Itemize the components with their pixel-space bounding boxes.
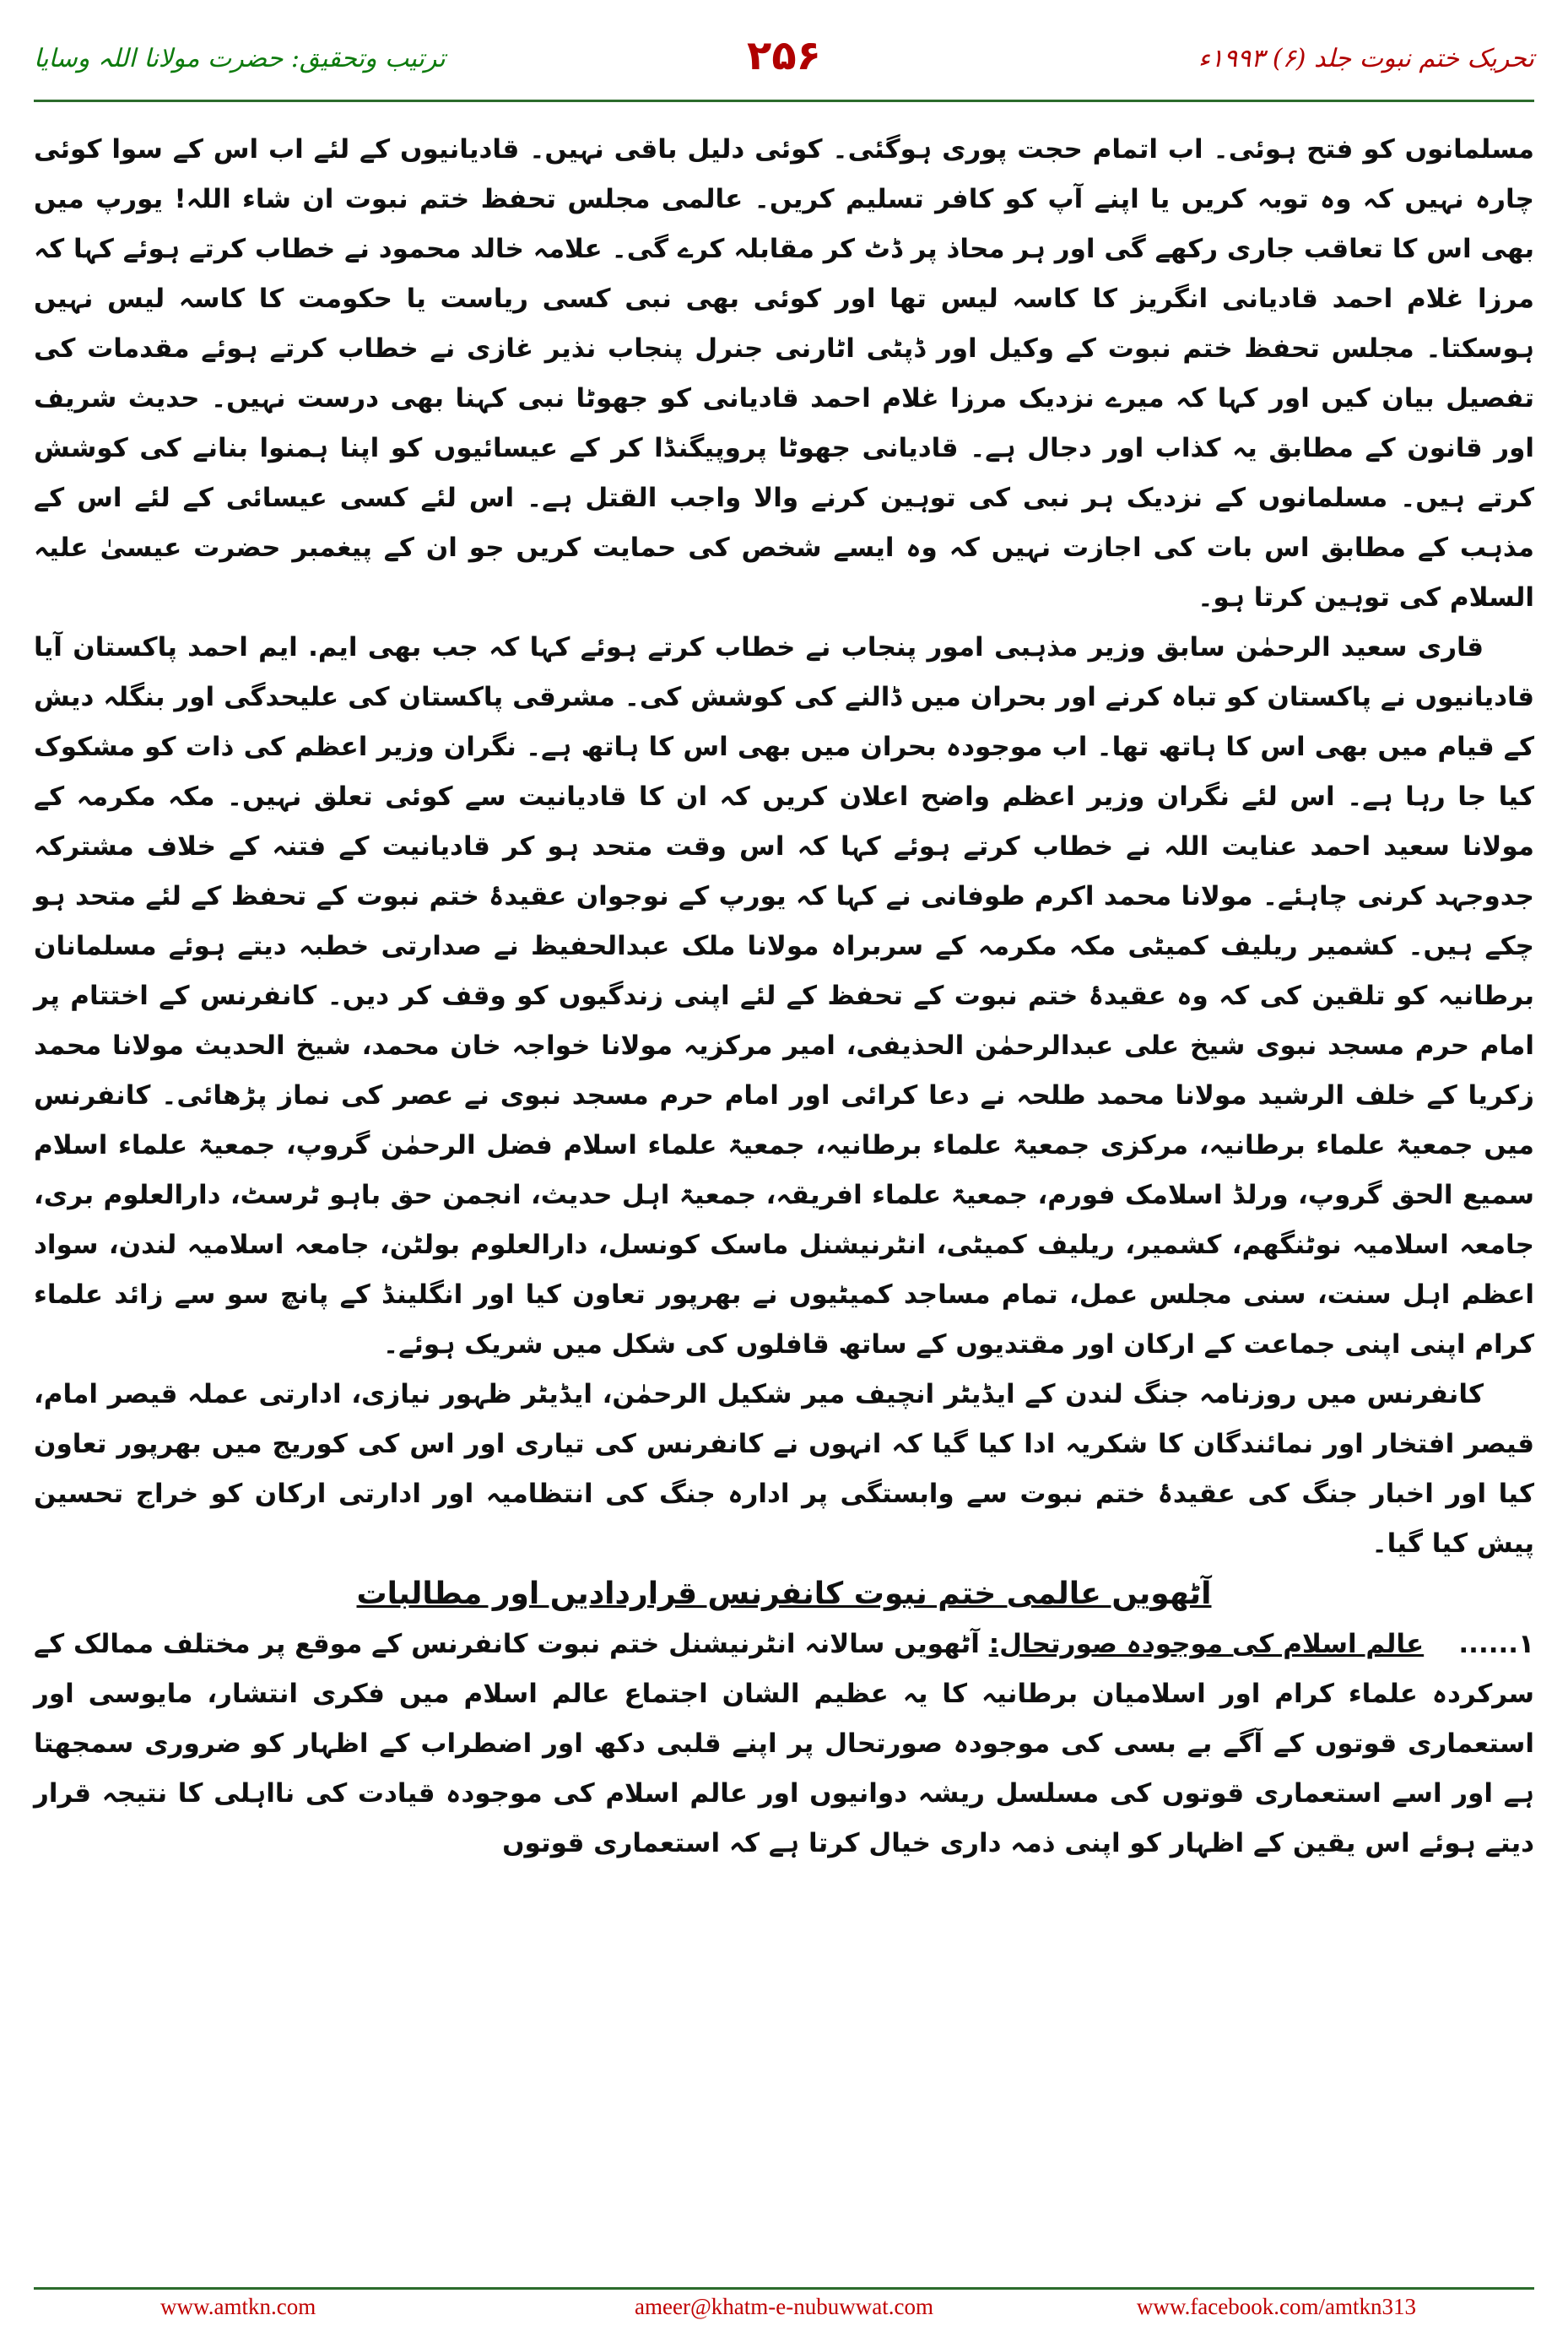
- facebook-link[interactable]: www.facebook.com/amtkn313: [1136, 2294, 1416, 2319]
- point-number: ۱......: [1458, 1629, 1534, 1659]
- page-footer: [34, 2294, 1534, 2328]
- point-text: آٹھویں سالانہ انٹرنیشنل ختم نبوت کانفرنس کے موقع پر مختلف ممالک کے سرکردہ علماء کرام اور اسلامیان برطانیہ کا یہ عظیم الشان اجتماع عالم اسلام میں فکری انتشار، مایوسی اور استعماری قوتوں کے آگے بے بسی کی موجودہ صورتحال پر اپنے قلبی دکھ اور اضطراب کے اظہار کو ضروری سمجھتا ہے اور اسے استعماری قوتوں کی مسلسل ریشہ دوانیوں اور عالم اسلام کی موجودہ قیادت کی نااہلی کا نتیجہ قرار دیتے ہوئے اس یقین کے اظہار کو اپنی ذمہ داری خیال کرتا ہے کہ استعماری قوتوں: [34, 1629, 1534, 1858]
- point-1: [34, 1620, 1534, 1869]
- page-header: [34, 32, 1534, 83]
- section-heading: آٹھویں عالمی ختم نبوت کانفرنس قراردادیں اور مطالبات: [356, 1577, 1212, 1611]
- header-rule: [34, 100, 1534, 102]
- page-body: [34, 125, 1534, 1869]
- page-number: ۲۵۶: [747, 32, 821, 79]
- paragraph-2: قاری سعید الرحمٰن سابق وزیر مذہبی امور پنجاب نے خطاب کرتے ہوئے کہا کہ جب بھی ایم. ایم احمد پاکستان آیا قادیانیوں نے پاکستان کو تباہ کرنے اور بحران میں ڈالنے کی کوشش کی۔ مشرقی پاکستان کی علیحدگی اور بنگلہ دیش کے قیام میں بھی اس کا ہاتھ تھا۔ اب موجودہ بحران میں بھی اس کا ہاتھ ہے۔ نگران وزیر اعظم کی ذات کو مشکوک کیا جا رہا ہے۔ اس لئے نگران وزیر اعظم واضح اعلان کریں کہ ان کا قادیانیت سے کوئی تعلق نہیں۔ مکہ مکرمہ کے مولانا سعید احمد عنایت اللہ نے خطاب کرتے ہوئے کہا کہ اس وقت متحد ہو کر قادیانیت کے فتنہ کے خلاف مشترکہ جدوجہد کرنی چاہئے۔ مولانا محمد اکرم طوفانی نے کہا کہ یورپ کے نوجوان عقیدۂ ختم نبوت کے تحفظ کے لئے متحد ہو چکے ہیں۔ کشمیر ریلیف کمیٹی مکہ مکرمہ کے سربراہ مولانا ملک عبدالحفیظ نے صدارتی خطبہ دیتے ہوئے مسلمانان برطانیہ کو تلقین کی کہ وہ عقیدۂ ختم نبوت کے تحفظ کے لئے اپنی زندگیوں کو وقف کر دیں۔ کانفرنس کے اختتام پر امام حرم مسجد نبوی شیخ علی عبدالرحمٰن الحذیفی، امیر مرکزیہ مولانا خواجہ خان محمد، شیخ الحدیث مولانا محمد زکریا کے خلف الرشید مولانا محمد طلحہ نے دعا کرائی اور امام حرم مسجد نبوی نے عصر کی نماز پڑھائی۔ کانفرنس میں جمعیۃ علماء برطانیہ، مرکزی جمعیۃ علماء برطانیہ، جمعیۃ علماء اسلام فضل الرحمٰن گروپ، جمعیۃ علماء اسلام سمیع الحق گروپ، ورلڈ اسلامک فورم، جمعیۃ علماء افریقہ، جمعیۃ اہل حدیث، انجمن حق باہو ٹرسٹ، دارالعلوم بری، جامعہ اسلامیہ نوٹنگھم، کشمیر، ریلیف کمیٹی، انٹرنیشنل ماسک کونسل، دارالعلوم بولٹن، جامعہ اسلامیہ لندن، سواد اعظم اہل سنت، سنی مجلس عمل، تمام مساجد کمیٹیوں نے بھرپور تعاون کیا اور انگلینڈ کے پانچ سو سے زائد علماء کرام اپنی اپنی جماعت کے ارکان اور مقتدیوں کے ساتھ قافلوں کی شکل میں شریک ہوئے۔: [34, 632, 1534, 1360]
- compiler-credit: ترتیب وتحقیق: حضرت مولانا اللہ وسایا: [34, 44, 446, 73]
- footer-rule: [34, 2287, 1534, 2290]
- point-title: عالم اسلام کی موجودہ صورتحال:: [988, 1629, 1425, 1659]
- book-title: تحریک ختم نبوت جلد (۶) ۱۹۹۳ء: [1198, 44, 1534, 73]
- paragraph-3: کانفرنس میں روزنامہ جنگ لندن کے ایڈیٹر انچیف میر شکیل الرحمٰن، ایڈیٹر ظہور نیازی، ادارتی عملہ قیصر امام، قیصر افتخار اور نمائندگان کا شکریہ ادا کیا گیا کہ انہوں نے کانفرنس کی تیاری اور اس کی کوریج میں بھرپور تعاون کیا اور اخبار جنگ کی عقیدۂ ختم نبوت سے وابستگی پر ادارہ جنگ کی انتظامیہ اور ادارتی ارکان کو خراج تحسین پیش کیا گیا۔: [34, 1379, 1534, 1559]
- email-link[interactable]: ameer@khatm-e-nubuwwat.com: [635, 2294, 933, 2319]
- paragraph-1: مسلمانوں کو فتح ہوئی۔ اب اتمام حجت پوری ہوگئی۔ کوئی دلیل باقی نہیں۔ قادیانیوں کے لئے اب اس کے سوا کوئی چارہ نہیں کہ وہ توبہ کریں یا اپنے آپ کو کافر تسلیم کریں۔ عالمی مجلس تحفظ ختم نبوت ان شاء اللہ! یورپ میں بھی اس کا تعاقب جاری رکھے گی اور ہر محاذ پر ڈٹ کر مقابلہ کرے گی۔ علامہ خالد محمود نے خطاب کرتے ہوئے کہا کہ مرزا غلام احمد قادیانی انگریز کا کاسہ لیس تھا اور کوئی بھی نبی کسی ریاست یا حکومت کا کاسہ لیس نہیں ہوسکتا۔ مجلس تحفظ ختم نبوت کے وکیل اور ڈپٹی اٹارنی جنرل پنجاب نذیر غازی نے خطاب کرتے ہوئے مقدمات کی تفصیل بیان کیں اور کہا کہ میرے نزدیک مرزا غلام احمد قادیانی کو جھوٹا نبی کہنا بھی درست نہیں۔ حدیث شریف اور قانون کے مطابق یہ کذاب اور دجال ہے۔ قادیانی جھوٹا پروپیگنڈا کر کے عیسائیوں کو اپنا ہمنوا بنانے کی کوشش کرتے ہیں۔ مسلمانوں کے نزدیک ہر نبی کی توہین کرنے والا واجب القتل ہے۔ اس لئے کسی عیسائی کے لئے اس کے مذہب کے مطابق اس بات کی اجازت نہیں کہ وہ ایسے شخص کی حمایت کریں جو ان کے پیغمبر حضرت عیسیٰ علیہ السلام کی توہین کرتا ہو۔: [34, 134, 1534, 613]
- website-link[interactable]: www.amtkn.com: [160, 2294, 316, 2319]
